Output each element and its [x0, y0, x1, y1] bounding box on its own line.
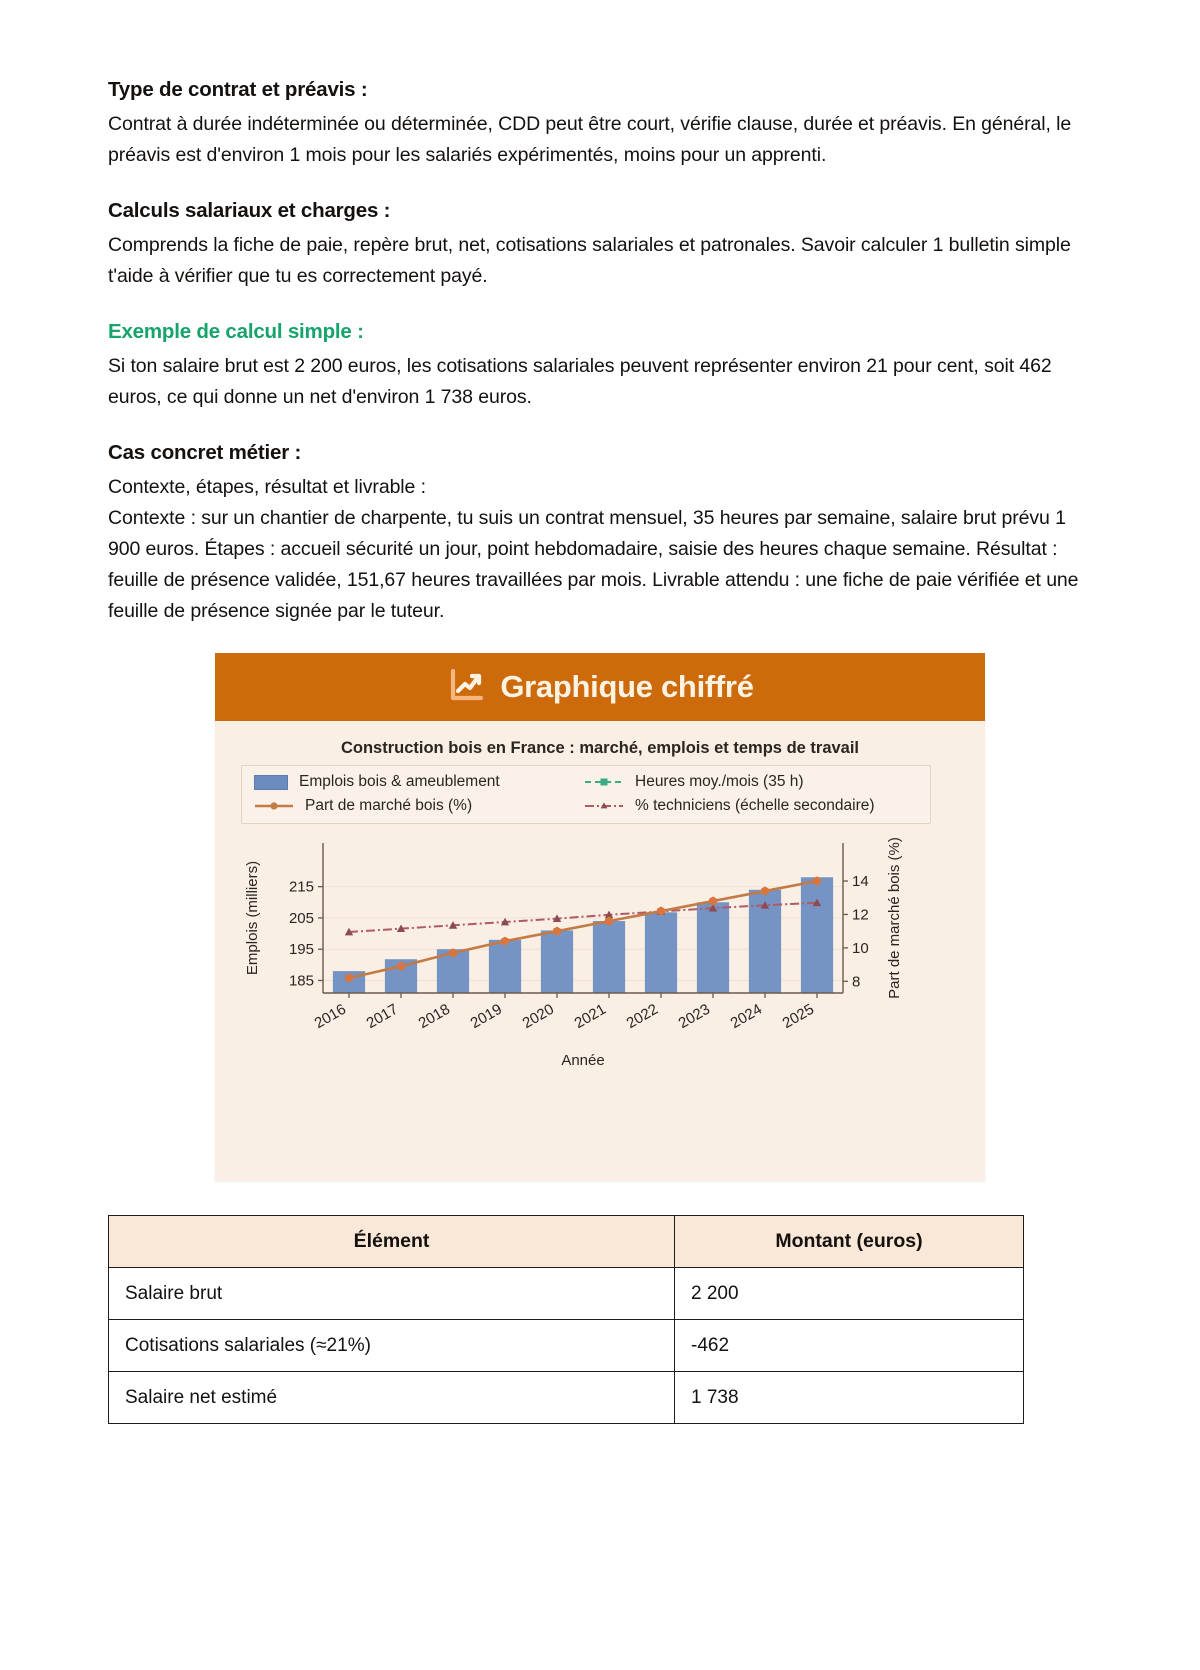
y2-axis-tick: 10 — [852, 939, 869, 957]
section-body: Contrat à durée indéterminée ou déterminée, CDD peut être court, vérifie clause, durée et préavis. En général, le préavis est d'environ 1 mois pour les salariés expérimentés, moins pour un apprenti. — [108, 113, 1072, 166]
section-heading-highlight: Exemple de calcul simple : — [108, 320, 364, 343]
salary-table — [108, 1215, 1024, 1424]
chart-banner-title: Graphique chiffré — [500, 669, 754, 704]
x-axis-tick: 2018 — [415, 1000, 453, 1033]
table-cell-value: -462 — [675, 1320, 1024, 1372]
x-axis-tick: 2016 — [311, 1000, 349, 1033]
table-row — [109, 1372, 1024, 1424]
section-calculs — [108, 199, 1092, 292]
table-row — [109, 1320, 1024, 1372]
x-axis-tick: 2021 — [571, 1000, 609, 1033]
chart-title: Construction bois en France : marché, emplois et temps de travail — [340, 739, 860, 757]
y2-axis-tick: 14 — [852, 873, 869, 891]
table-cell-value: 1 738 — [675, 1372, 1024, 1424]
table-header-element: Élément — [109, 1216, 675, 1268]
chart-plot-area — [215, 721, 985, 1181]
table-header-row — [109, 1216, 1024, 1268]
x-axis-tick: 2023 — [675, 1000, 713, 1033]
section-body: Comprends la fiche de paie, repère brut, net, cotisations salariales et patronales. Savoir calculer 1 bulletin simple t'aide à vérifier que tu es correctement payé. — [108, 234, 1071, 287]
x-axis-tick: 2024 — [727, 1000, 765, 1033]
table-row — [109, 1268, 1024, 1320]
section-exemple — [108, 320, 1092, 413]
y2-axis-label: Part de marché bois (%) — [886, 837, 903, 999]
x-axis-tick: 2020 — [519, 1000, 557, 1033]
x-axis-tick: 2019 — [467, 1000, 505, 1033]
legend-label: Heures moy./mois (35 h) — [635, 773, 804, 790]
section-contrat — [108, 78, 1092, 171]
y-axis-tick: 185 — [288, 972, 314, 990]
section-heading: Cas concret métier : — [108, 441, 302, 464]
chart-card — [215, 653, 985, 1181]
legend-label: Part de marché bois (%) — [305, 797, 473, 814]
section-cas-concret — [108, 441, 1092, 627]
table-cell-label: Salaire net estimé — [109, 1372, 675, 1424]
section-body: Si ton salaire brut est 2 200 euros, les cotisations salariales peuvent représenter environ 21 pour cent, soit 462 euros, ce qui donne un net d'environ 1 738 euros. — [108, 355, 1052, 408]
y2-axis-tick: 12 — [852, 906, 869, 924]
section-heading: Calculs salariaux et charges : — [108, 199, 391, 222]
x-axis-label: Année — [561, 1052, 605, 1069]
table-cell-value: 2 200 — [675, 1268, 1024, 1320]
y2-axis-tick: 8 — [852, 973, 861, 991]
section-body: Contexte, étapes, résultat et livrable : — [108, 476, 426, 498]
legend-label: Emplois bois & ameublement — [299, 773, 500, 790]
section-heading: Type de contrat et préavis : — [108, 78, 368, 101]
table-header-montant: Montant (euros) — [675, 1216, 1024, 1268]
y-axis-tick: 215 — [288, 878, 314, 896]
section-body-detail: Contexte : sur un chantier de charpente, tu suis un contrat mensuel, 35 heures par semaine, salaire brut prévu 1 900 euros. Étapes : accueil sécurité un jour, point hebdomadaire, saisie des heures chaque semaine. Résultat : feuille de présence validée, 151,67 heures travaillées par mois. Livrable attendu : une fiche de paie vérifiée et une feuille de présence signée par le tuteur. — [108, 507, 1079, 622]
table-cell-label: Salaire brut — [109, 1268, 675, 1320]
legend-label: % techniciens (échelle secondaire) — [635, 797, 875, 814]
x-axis-tick: 2022 — [623, 1000, 661, 1033]
chart-banner — [215, 653, 985, 721]
x-axis-tick: 2017 — [363, 1000, 401, 1033]
y-axis-tick: 195 — [288, 941, 314, 959]
table-cell-label: Cotisations salariales (≈21%) — [109, 1320, 675, 1372]
chart-svg — [215, 721, 985, 1181]
x-axis-tick: 2025 — [779, 1000, 817, 1033]
y-axis-tick: 205 — [288, 909, 314, 927]
y-axis-label: Emplois (milliers) — [244, 860, 261, 976]
line-chart-icon — [446, 665, 486, 710]
chart-body — [215, 721, 985, 1181]
